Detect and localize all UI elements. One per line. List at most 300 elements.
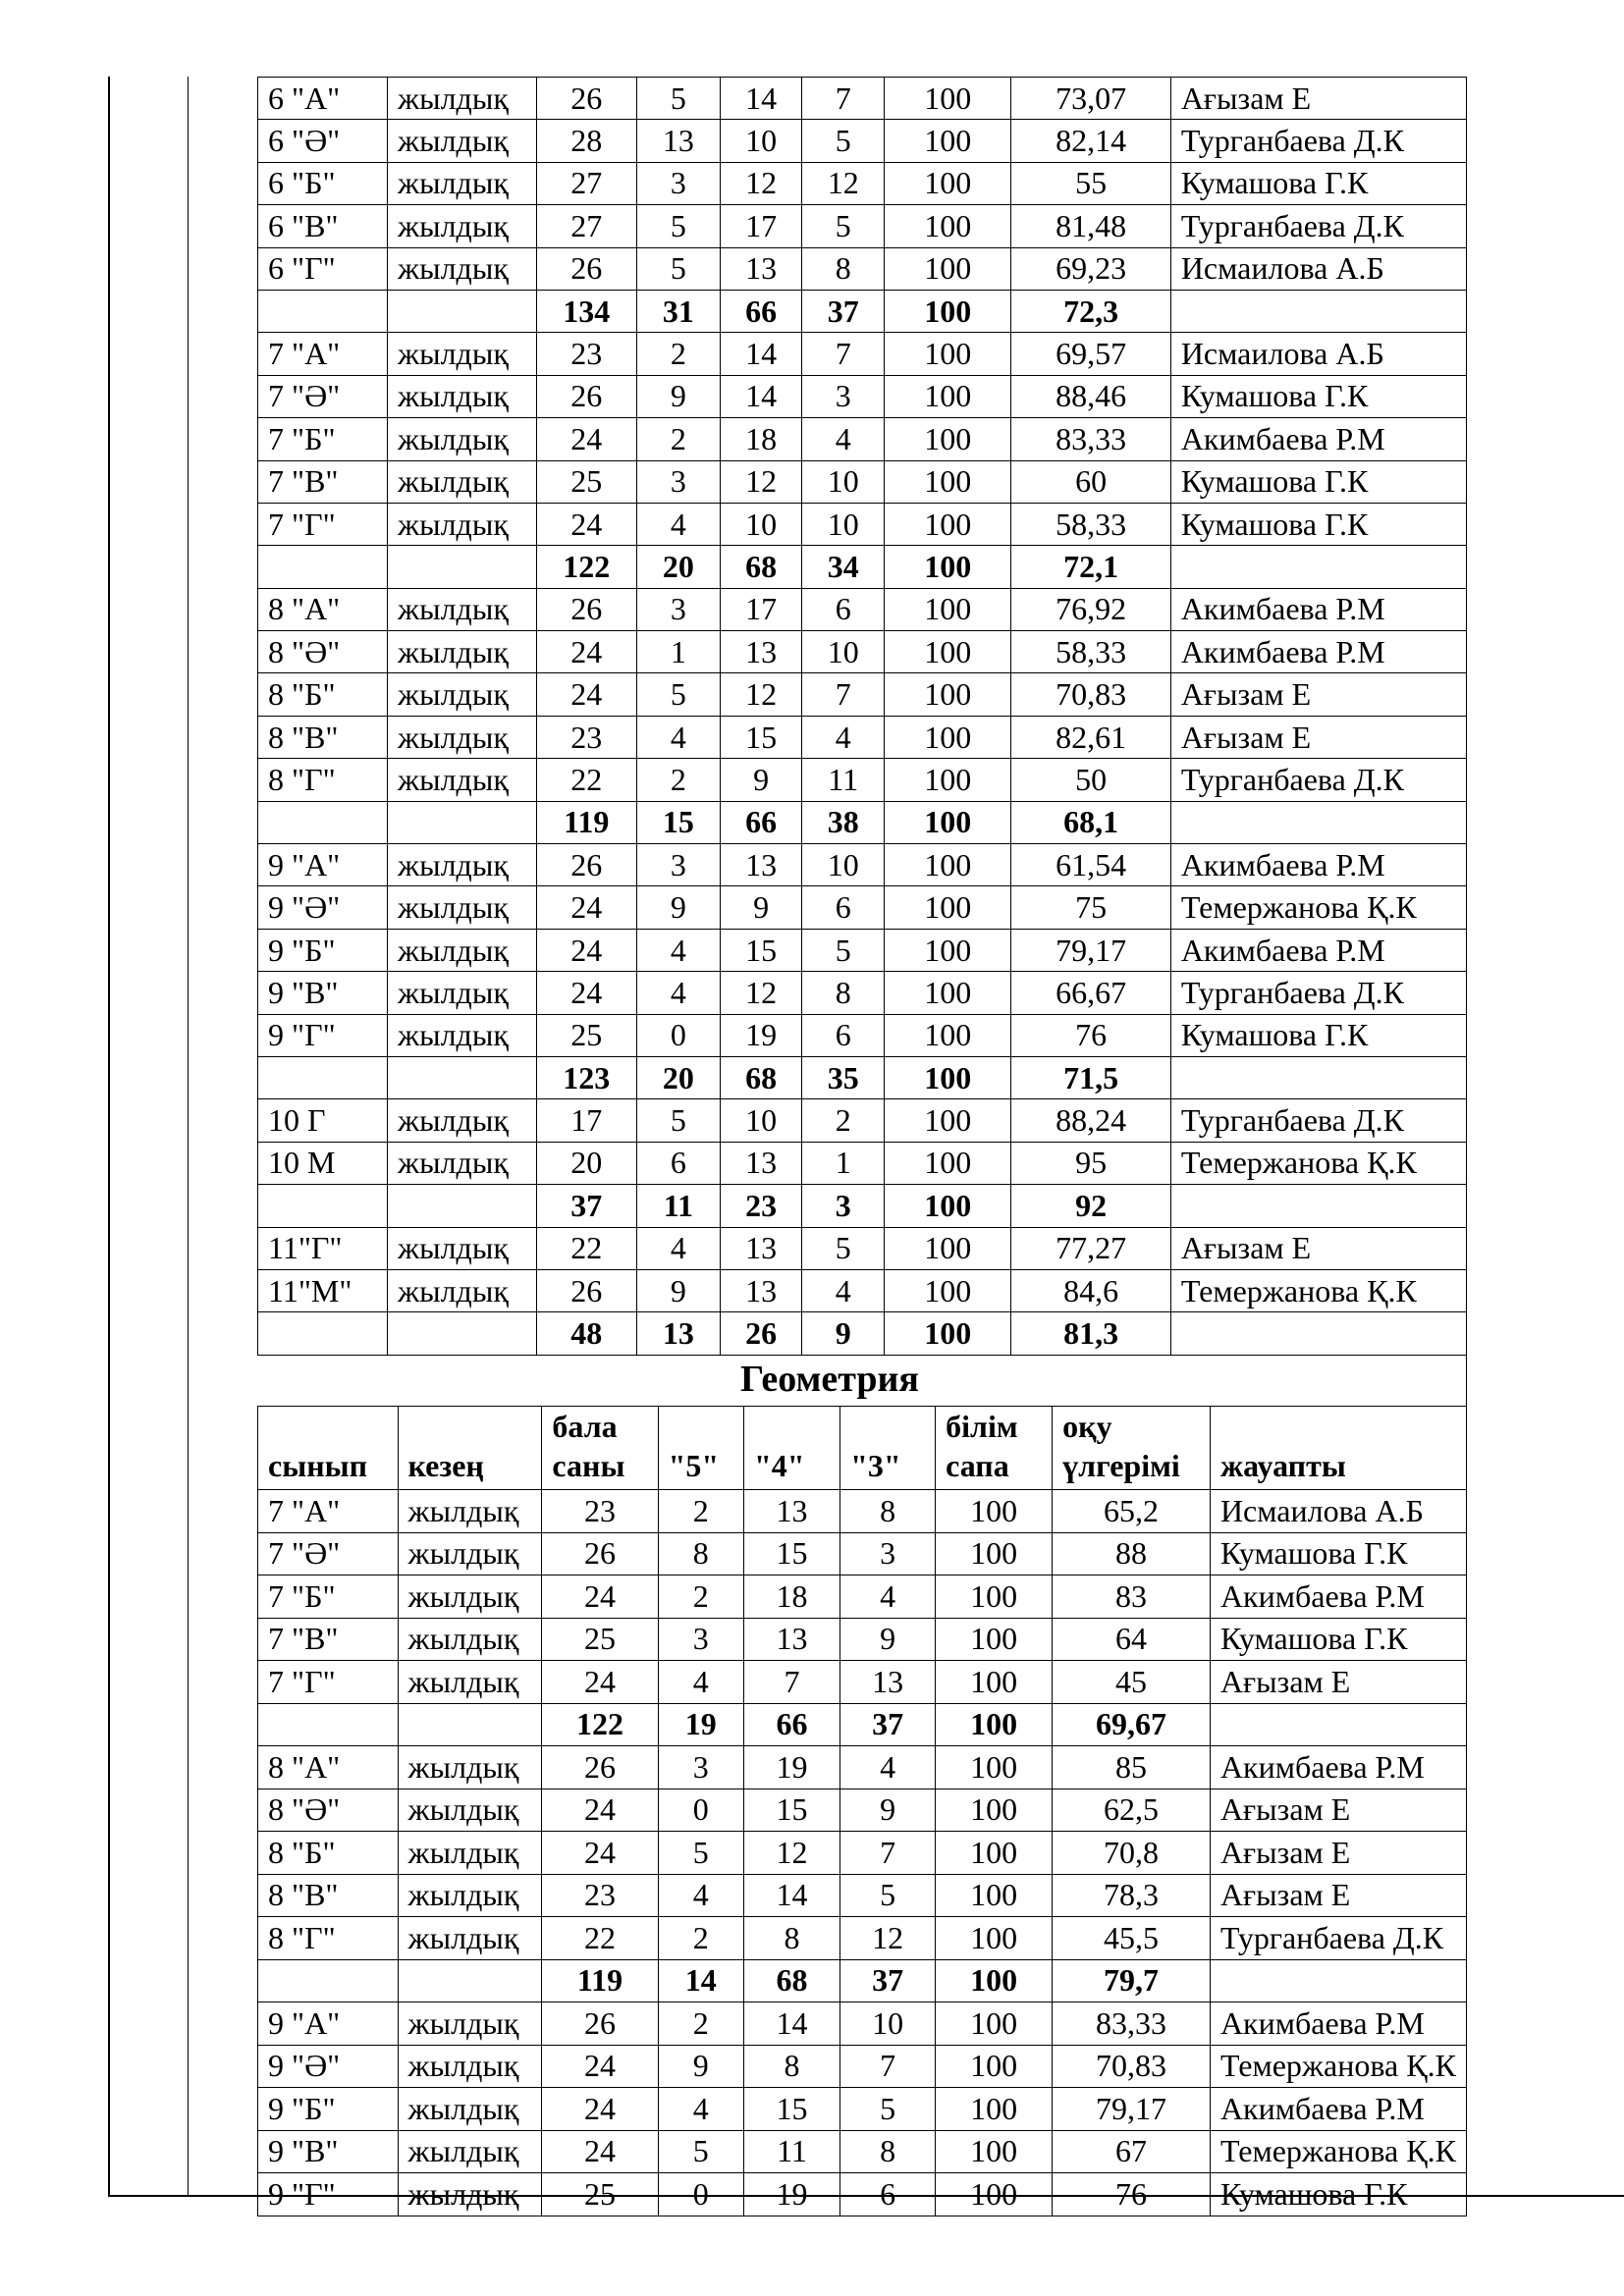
total-row (258, 801, 1467, 843)
cell-progress: 92 (1011, 1185, 1170, 1227)
cell-count: 17 (536, 1099, 636, 1142)
cell-teacher (1170, 1056, 1466, 1098)
table-row (258, 588, 1467, 630)
cell-quality: 100 (884, 1014, 1011, 1056)
cell-five: 4 (658, 1874, 743, 1917)
cell-period: жылдық (387, 78, 536, 120)
cell-class: 7 "Б" (258, 1575, 399, 1619)
cell-three: 12 (802, 162, 885, 204)
cell-count: 24 (536, 503, 636, 545)
table-row (258, 205, 1467, 247)
cell-three: 9 (840, 1618, 936, 1661)
cell-five: 3 (636, 162, 720, 204)
table-row (258, 886, 1467, 929)
cell-count: 119 (542, 1959, 658, 2002)
cell-quality: 100 (936, 1874, 1053, 1917)
cell-five: 5 (658, 2130, 743, 2173)
cell-class (258, 1056, 388, 1098)
cell-three: 7 (802, 673, 885, 716)
total-row (258, 1312, 1467, 1355)
cell-quality: 100 (936, 2130, 1053, 2173)
cell-quality: 100 (936, 1661, 1053, 1704)
geometry-body (258, 1407, 1467, 2216)
cell-teacher: Кумашова Г.К (1170, 162, 1466, 204)
cell-class: 7 "Б" (258, 418, 388, 460)
cell-class (258, 1703, 399, 1746)
cell-progress: 55 (1011, 162, 1170, 204)
cell-quality: 100 (884, 673, 1011, 716)
cell-period: жылдық (398, 1618, 542, 1661)
header-count: бала саны (542, 1407, 658, 1490)
cell-five: 2 (636, 759, 720, 801)
cell-quality: 100 (936, 1575, 1053, 1619)
cell-four: 7 (743, 1661, 839, 1704)
cell-three: 7 (802, 78, 885, 120)
cell-quality: 100 (936, 1789, 1053, 1832)
cell-four: 26 (720, 1312, 802, 1355)
table-row (258, 1532, 1467, 1575)
cell-count: 23 (542, 1490, 658, 1533)
cell-class: 6 "А" (258, 78, 388, 120)
cell-five: 20 (636, 1056, 720, 1098)
cell-teacher: Кумашова Г.К (1170, 503, 1466, 545)
cell-period: жылдық (398, 1874, 542, 1917)
cell-progress: 68,1 (1011, 801, 1170, 843)
header-teacher: жауапты (1210, 1407, 1466, 1490)
cell-quality: 100 (936, 2045, 1053, 2088)
cell-four: 12 (720, 460, 802, 503)
cell-period (398, 1703, 542, 1746)
cell-five: 20 (636, 546, 720, 588)
cell-count: 26 (536, 844, 636, 886)
cell-progress: 88,46 (1011, 375, 1170, 417)
cell-quality: 100 (936, 1746, 1053, 1789)
cell-three: 8 (840, 2130, 936, 2173)
cell-count: 24 (536, 929, 636, 971)
cell-count: 24 (536, 972, 636, 1014)
cell-class: 9 "Б" (258, 929, 388, 971)
cell-teacher: Темержанова Қ.К (1210, 2130, 1466, 2173)
cell-progress: 58,33 (1011, 503, 1170, 545)
cell-period: жылдық (398, 1746, 542, 1789)
cell-teacher: Кумашова Г.К (1170, 460, 1466, 503)
cell-teacher: Акимбаева Р.М (1170, 929, 1466, 971)
cell-period: жылдық (398, 1917, 542, 1960)
cell-progress: 64 (1053, 1618, 1211, 1661)
cell-five: 5 (636, 1099, 720, 1142)
cell-progress: 73,07 (1011, 78, 1170, 120)
cell-count: 22 (536, 759, 636, 801)
cell-teacher: Темержанова Қ.К (1170, 1142, 1466, 1184)
table-row (258, 1874, 1467, 1917)
cell-period: жылдық (387, 1227, 536, 1269)
cell-three: 10 (802, 631, 885, 673)
cell-period: жылдық (398, 1575, 542, 1619)
cell-progress: 62,5 (1053, 1789, 1211, 1832)
cell-progress: 83,33 (1053, 2002, 1211, 2046)
cell-quality: 100 (884, 546, 1011, 588)
cell-five: 2 (636, 418, 720, 460)
cell-period: жылдық (387, 1014, 536, 1056)
cell-quality: 100 (936, 1532, 1053, 1575)
cell-teacher: Акимбаева Р.М (1170, 418, 1466, 460)
table-row (258, 503, 1467, 545)
total-row (258, 1703, 1467, 1746)
cell-quality: 100 (884, 1312, 1011, 1355)
cell-teacher (1170, 290, 1466, 332)
cell-progress: 76 (1053, 2173, 1211, 2216)
cell-progress: 79,17 (1053, 2088, 1211, 2131)
cell-three: 4 (802, 716, 885, 758)
cell-period: жылдық (387, 844, 536, 886)
cell-quality: 100 (884, 588, 1011, 630)
cell-count: 27 (536, 162, 636, 204)
cell-three: 37 (840, 1703, 936, 1746)
table-row (258, 1661, 1467, 1704)
cell-progress: 60 (1011, 460, 1170, 503)
cell-class: 9 "Ә" (258, 2045, 399, 2088)
cell-count: 26 (542, 1746, 658, 1789)
cell-four: 66 (743, 1703, 839, 1746)
cell-three: 8 (802, 247, 885, 290)
cell-progress: 75 (1011, 886, 1170, 929)
cell-five: 9 (636, 886, 720, 929)
cell-period: жылдық (398, 1532, 542, 1575)
cell-class: 7 "А" (258, 1490, 399, 1533)
cell-count: 24 (536, 418, 636, 460)
cell-quality: 100 (936, 1959, 1053, 2002)
table-row (258, 972, 1467, 1014)
table-row (258, 929, 1467, 971)
cell-period: жылдық (387, 333, 536, 375)
cell-five: 3 (636, 588, 720, 630)
cell-teacher: Темержанова Қ.К (1210, 2045, 1466, 2088)
cell-three: 37 (802, 290, 885, 332)
cell-four: 9 (720, 886, 802, 929)
cell-teacher: Ағызам Е (1170, 1227, 1466, 1269)
cell-period: жылдық (387, 247, 536, 290)
cell-quality: 100 (936, 2088, 1053, 2131)
cell-quality: 100 (884, 886, 1011, 929)
cell-five: 19 (658, 1703, 743, 1746)
cell-teacher: Турганбаева Д.К (1210, 1917, 1466, 1960)
cell-period: жылдық (398, 1661, 542, 1704)
cell-teacher: Кумашова Г.К (1210, 1618, 1466, 1661)
cell-teacher: Турганбаева Д.К (1170, 120, 1466, 162)
cell-quality: 100 (884, 247, 1011, 290)
cell-teacher: Кумашова Г.К (1170, 1014, 1466, 1056)
cell-class: 8 "Б" (258, 673, 388, 716)
cell-four: 13 (720, 844, 802, 886)
cell-count: 24 (542, 1575, 658, 1619)
cell-quality: 100 (936, 1832, 1053, 1875)
cell-count: 25 (536, 1014, 636, 1056)
cell-five: 3 (636, 844, 720, 886)
cell-class: 9 "Г" (258, 2173, 399, 2216)
cell-quality: 100 (884, 78, 1011, 120)
cell-count: 24 (542, 1832, 658, 1875)
cell-four: 68 (720, 1056, 802, 1098)
cell-three: 9 (840, 1789, 936, 1832)
cell-four: 23 (720, 1185, 802, 1227)
cell-three: 2 (802, 1099, 885, 1142)
cell-progress: 69,23 (1011, 247, 1170, 290)
cell-five: 3 (636, 460, 720, 503)
cell-count: 26 (536, 588, 636, 630)
cell-three: 9 (802, 1312, 885, 1355)
cell-quality: 100 (884, 333, 1011, 375)
cell-three: 4 (802, 1269, 885, 1311)
cell-teacher: Темержанова Қ.К (1170, 886, 1466, 929)
right-margin-line (1466, 77, 1467, 2197)
header-progress: оқу үлгерімі (1053, 1407, 1211, 1490)
cell-four: 18 (720, 418, 802, 460)
cell-period: жылдық (387, 375, 536, 417)
table-row (258, 162, 1467, 204)
cell-five: 5 (636, 78, 720, 120)
cell-count: 24 (542, 2130, 658, 2173)
cell-class: 9 "В" (258, 972, 388, 1014)
cell-three: 10 (802, 460, 885, 503)
cell-class: 6 "Г" (258, 247, 388, 290)
cell-teacher: Исмаилова А.Б (1210, 1490, 1466, 1533)
cell-four: 19 (720, 1014, 802, 1056)
algebra-body (258, 78, 1467, 1356)
cell-progress: 71,5 (1011, 1056, 1170, 1098)
cell-three: 6 (802, 1014, 885, 1056)
cell-count: 26 (536, 1269, 636, 1311)
cell-class: 7 "А" (258, 333, 388, 375)
cell-five: 31 (636, 290, 720, 332)
table-row (258, 1014, 1467, 1056)
cell-progress: 85 (1053, 1746, 1211, 1789)
cell-five: 4 (636, 929, 720, 971)
cell-quality: 100 (884, 1185, 1011, 1227)
cell-class: 7 "Г" (258, 1661, 399, 1704)
cell-teacher: Акимбаева Р.М (1210, 1575, 1466, 1619)
cell-teacher: Акимбаева Р.М (1170, 844, 1466, 886)
cell-progress: 58,33 (1011, 631, 1170, 673)
cell-four: 13 (720, 1269, 802, 1311)
cell-three: 5 (802, 1227, 885, 1269)
cell-three: 3 (840, 1532, 936, 1575)
cell-count: 24 (536, 886, 636, 929)
table-row (258, 333, 1467, 375)
cell-class: 9 "Ә" (258, 886, 388, 929)
cell-three: 10 (802, 844, 885, 886)
cell-class (258, 1312, 388, 1355)
table-row (258, 1789, 1467, 1832)
cell-five: 9 (636, 1269, 720, 1311)
table-row (258, 1575, 1467, 1619)
cell-progress: 77,27 (1011, 1227, 1170, 1269)
table-row (258, 844, 1467, 886)
cell-progress: 78,3 (1053, 1874, 1211, 1917)
cell-progress: 79,17 (1011, 929, 1170, 971)
cell-count: 119 (536, 801, 636, 843)
cell-three: 34 (802, 546, 885, 588)
cell-five: 4 (658, 2088, 743, 2131)
cell-period: жылдық (398, 2088, 542, 2131)
cell-class: 8 "Г" (258, 759, 388, 801)
cell-four: 13 (720, 1227, 802, 1269)
table-row (258, 759, 1467, 801)
table-row (258, 78, 1467, 120)
cell-three: 35 (802, 1056, 885, 1098)
table-row (258, 631, 1467, 673)
cell-five: 4 (636, 972, 720, 1014)
cell-four: 10 (720, 503, 802, 545)
cell-class: 8 "Б" (258, 1832, 399, 1875)
cell-class (258, 1959, 399, 2002)
cell-teacher: Ағызам Е (1170, 673, 1466, 716)
header-quality: білім сапа (936, 1407, 1053, 1490)
table-row (258, 375, 1467, 417)
cell-quality: 100 (936, 2173, 1053, 2216)
cell-period: жылдық (387, 1099, 536, 1142)
cell-five: 0 (658, 2173, 743, 2216)
table-row (258, 1490, 1467, 1533)
cell-count: 22 (536, 1227, 636, 1269)
cell-class: 11"М" (258, 1269, 388, 1311)
cell-class (258, 801, 388, 843)
cell-period (387, 546, 536, 588)
cell-class: 6 "В" (258, 205, 388, 247)
cell-three: 5 (802, 205, 885, 247)
table-row (258, 1142, 1467, 1184)
cell-four: 68 (720, 546, 802, 588)
cell-quality: 100 (936, 2002, 1053, 2046)
cell-period (387, 290, 536, 332)
cell-class (258, 546, 388, 588)
cell-five: 2 (658, 1490, 743, 1533)
total-row (258, 546, 1467, 588)
cell-period (398, 1959, 542, 2002)
cell-quality: 100 (936, 1917, 1053, 1960)
cell-teacher: Акимбаева Р.М (1170, 631, 1466, 673)
cell-progress: 83,33 (1011, 418, 1170, 460)
cell-four: 13 (720, 247, 802, 290)
cell-three: 5 (840, 1874, 936, 1917)
cell-count: 23 (542, 1874, 658, 1917)
cell-teacher: Кумашова Г.К (1210, 1532, 1466, 1575)
cell-period: жылдық (387, 716, 536, 758)
cell-period: жылдық (387, 162, 536, 204)
cell-period: жылдық (387, 588, 536, 630)
cell-count: 24 (536, 673, 636, 716)
cell-teacher: Кумашова Г.К (1170, 375, 1466, 417)
header-three: "3" (840, 1407, 936, 1490)
cell-teacher: Турганбаева Д.К (1170, 759, 1466, 801)
cell-teacher: Акимбаева Р.М (1210, 2002, 1466, 2046)
cell-class: 9 "Г" (258, 1014, 388, 1056)
cell-period: жылдық (387, 205, 536, 247)
header-class: сынып (258, 1407, 399, 1490)
cell-progress: 82,14 (1011, 120, 1170, 162)
cell-progress: 50 (1011, 759, 1170, 801)
cell-quality: 100 (884, 716, 1011, 758)
cell-progress: 79,7 (1053, 1959, 1211, 2002)
cell-period: жылдық (387, 1142, 536, 1184)
cell-four: 17 (720, 588, 802, 630)
cell-count: 123 (536, 1056, 636, 1098)
cell-three: 1 (802, 1142, 885, 1184)
cell-four: 12 (743, 1832, 839, 1875)
cell-quality: 100 (884, 460, 1011, 503)
cell-five: 4 (636, 716, 720, 758)
cell-teacher: Исмаилова А.Б (1170, 247, 1466, 290)
cell-period: жылдық (398, 1490, 542, 1533)
cell-five: 0 (636, 1014, 720, 1056)
cell-quality: 100 (936, 1703, 1053, 1746)
table-row (258, 1618, 1467, 1661)
cell-teacher: Ағызам Е (1210, 1874, 1466, 1917)
cell-five: 3 (658, 1746, 743, 1789)
cell-class: 9 "Б" (258, 2088, 399, 2131)
cell-progress: 83 (1053, 1575, 1211, 1619)
cell-progress: 67 (1053, 2130, 1211, 2173)
cell-progress: 72,3 (1011, 290, 1170, 332)
cell-count: 25 (542, 1618, 658, 1661)
cell-count: 24 (542, 1661, 658, 1704)
cell-five: 8 (658, 1532, 743, 1575)
cell-five: 4 (658, 1661, 743, 1704)
cell-class: 8 "В" (258, 1874, 399, 1917)
cell-period: жылдық (387, 929, 536, 971)
cell-period: жылдық (387, 460, 536, 503)
cell-count: 26 (536, 247, 636, 290)
cell-quality: 100 (884, 972, 1011, 1014)
cell-four: 12 (720, 972, 802, 1014)
cell-teacher (1170, 1185, 1466, 1227)
cell-progress: 66,67 (1011, 972, 1170, 1014)
cell-quality: 100 (884, 801, 1011, 843)
cell-four: 12 (720, 673, 802, 716)
cell-five: 14 (658, 1959, 743, 2002)
table-row (258, 120, 1467, 162)
cell-progress: 45,5 (1053, 1917, 1211, 1960)
cell-four: 15 (720, 929, 802, 971)
cell-teacher: Турганбаева Д.К (1170, 205, 1466, 247)
cell-count: 24 (536, 631, 636, 673)
cell-four: 13 (743, 1490, 839, 1533)
cell-quality: 100 (884, 418, 1011, 460)
cell-five: 13 (636, 1312, 720, 1355)
cell-three: 3 (802, 1185, 885, 1227)
cell-four: 13 (743, 1618, 839, 1661)
cell-count: 26 (536, 375, 636, 417)
table-row (258, 2088, 1467, 2131)
cell-three: 8 (840, 1490, 936, 1533)
cell-five: 4 (636, 1227, 720, 1269)
cell-four: 14 (720, 78, 802, 120)
cell-period: жылдық (387, 418, 536, 460)
cell-four: 15 (743, 1789, 839, 1832)
cell-count: 134 (536, 290, 636, 332)
cell-four: 15 (720, 716, 802, 758)
cell-five: 2 (658, 1917, 743, 1960)
cell-count: 24 (542, 2045, 658, 2088)
cell-class: 8 "А" (258, 1746, 399, 1789)
cell-five: 3 (658, 1618, 743, 1661)
cell-period: жылдық (398, 2002, 542, 2046)
cell-five: 11 (636, 1185, 720, 1227)
cell-class: 11"Г" (258, 1227, 388, 1269)
cell-class: 7 "Г" (258, 503, 388, 545)
cell-four: 19 (743, 1746, 839, 1789)
cell-progress: 70,83 (1011, 673, 1170, 716)
cell-count: 23 (536, 333, 636, 375)
